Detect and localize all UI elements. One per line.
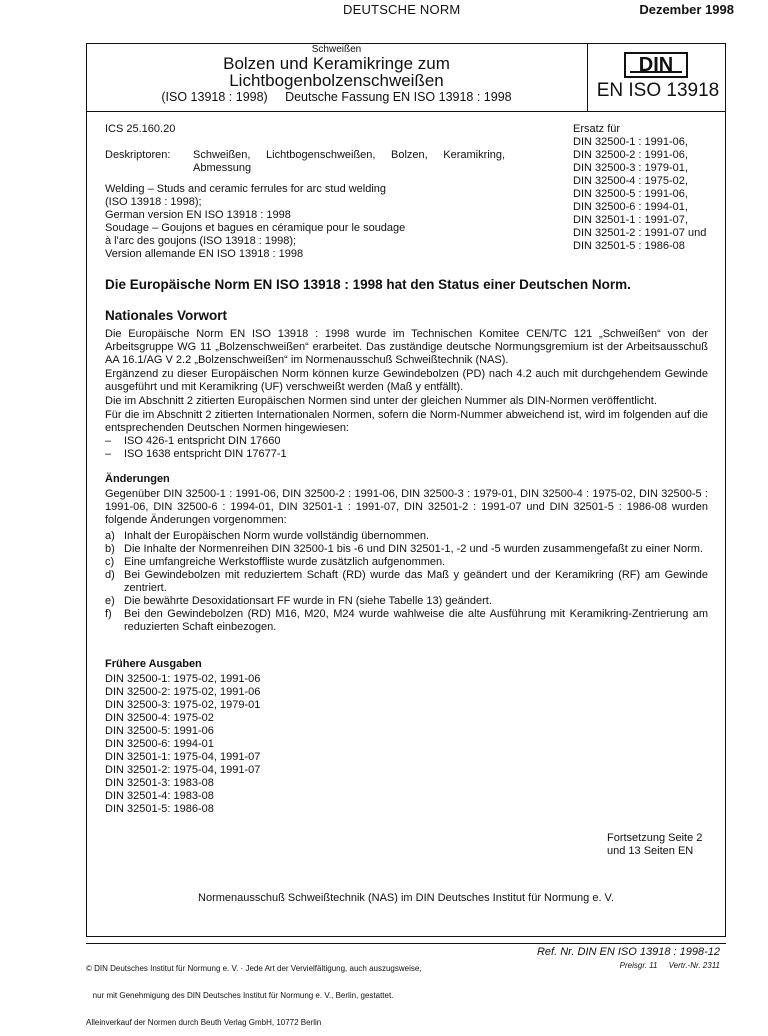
deskriptoren-line-2: Abmessung bbox=[193, 162, 252, 174]
list-item: DIN 32501-5: 1986-08 bbox=[105, 803, 214, 815]
aenderungen-list bbox=[105, 530, 708, 634]
title-iso-line: (ISO 13918 : 1998) Deutsche Fassung EN ISO 13918 : 1998 bbox=[161, 90, 512, 104]
ersatz-item: DIN 32500-4 : 1975-02, bbox=[573, 175, 688, 187]
list-item-text: Bei den Gewindebolzen (RD) M16, M20, M24 wurde wahlweise die alte Ausführung mit Keramikring-Zentrierung am reduzierten Schaft einbezogen. bbox=[124, 608, 708, 633]
copyright-line: © DIN Deutsches Institut für Normung e. V. · Jede Art der Vervielfältigung, auch auszugsweise, bbox=[86, 964, 422, 973]
ersatz-item: DIN 32500-3 : 1979-01, bbox=[573, 162, 688, 174]
list-item-text: Inhalt der Europäischen Norm wurde vollständig übernommen. bbox=[124, 530, 430, 542]
title-line-1: Bolzen und Keramikringe zum bbox=[223, 54, 450, 73]
list-item bbox=[105, 608, 708, 634]
ersatz-item: DIN 32501-1 : 1991-07, bbox=[573, 214, 688, 226]
list-item-text: ISO 426-1 entspricht DIN 17660 bbox=[124, 435, 281, 447]
vorwort-paragraph-4: Für die im Abschnitt 2 zitierten Internationalen Normen, sofern die Norm-Nummer abweichend ist, wird im folgenden auf die entsprechenden Deutschen Normen hingewiesen: bbox=[105, 409, 708, 434]
title-block bbox=[86, 44, 587, 105]
list-item: DIN 32500-4: 1975-02 bbox=[105, 712, 214, 724]
list-marker: d) bbox=[105, 569, 115, 581]
translation-line: Soudage – Goujons et bagues en céramique pour le soudage bbox=[105, 222, 406, 234]
copyright-line: Alleinverkauf der Normen durch Beuth Verlag GmbH, 10772 Berlin bbox=[86, 1018, 322, 1027]
list-item-text: Eine umfangreiche Werkstoffliste wurde zusätzlich aufgenommen. bbox=[124, 556, 446, 568]
copyright-notice bbox=[86, 946, 422, 1036]
price-group: Preisgr. 11 Vertr.-Nr. 2311 bbox=[619, 961, 720, 970]
list-marker: c) bbox=[105, 556, 115, 568]
vorwort-paragraph-4-block bbox=[105, 409, 708, 461]
header-vertical-divider bbox=[587, 43, 588, 111]
committee-line: Normenausschuß Schweißtechnik (NAS) im DIN Deutsches Institut für Normung e. V. bbox=[198, 892, 614, 904]
ersatz-block bbox=[573, 123, 718, 253]
list-item: DIN 32500-5: 1991-06 bbox=[105, 725, 214, 737]
list-item-text: Die bewährte Desoxidationsart FF wurde in FN (siehe Tabelle 13) geändert. bbox=[124, 595, 492, 607]
list-item: DIN 32500-6: 1994-01 bbox=[105, 738, 214, 750]
status-statement: Die Europäische Norm EN ISO 13918 : 1998 hat den Status einer Deutschen Norm. bbox=[105, 277, 631, 292]
translation-line: à l'arc des goujons (ISO 13918 : 1998); bbox=[105, 235, 297, 247]
ersatz-item: DIN 32500-1 : 1991-06, bbox=[573, 136, 688, 148]
list-item: DIN 32501-3: 1983-08 bbox=[105, 777, 214, 789]
title-category: Schweißen bbox=[311, 44, 362, 55]
ersatz-item: DIN 32500-5 : 1991-06, bbox=[573, 188, 688, 200]
list-marker: e) bbox=[105, 595, 115, 607]
translation-line: German version EN ISO 13918 : 1998 bbox=[105, 209, 291, 221]
footer-divider bbox=[86, 943, 726, 944]
list-item: DIN 32501-2: 1975-04, 1991-07 bbox=[105, 764, 261, 776]
list-item bbox=[105, 530, 708, 543]
continuation-line-2: und 13 Seiten EN bbox=[607, 845, 694, 857]
vorwort-paragraph-1: Die Europäische Norm EN ISO 13918 : 1998 wurde im Technischen Komitee CEN/TC 121 „Schweißen“ von der Arbeitsgruppe WG 11 „Bolzenschweißen“ erarbeitet. Das zuständige deutsche Normungsgremium ist der Arbeitsausschuß AA 16.1/AG V 2.2 „Bolzenschweißen“ im Normenausschuß Schweißtechnik (NAS). bbox=[105, 328, 708, 366]
aenderungen-intro: Gegenüber DIN 32500-1 : 1991-06, DIN 32500-2 : 1991-06, DIN 32500-3 : 1979-01, DIN 32500-4 : 1975-02, DIN 32500-5 : 1991-06, DIN 32500-6 : 1994-01, DIN 32501-1 : 1991-07, DIN 32501-2 : 1991-07 und DIN 32501-5 : 1986-08 wurden folgende Änderungen vorgenommen: bbox=[105, 488, 708, 526]
translation-line: Version allemande EN ISO 13918 : 1998 bbox=[105, 248, 304, 260]
ersatz-item: DIN 32500-6 : 1994-01, bbox=[573, 201, 688, 213]
list-item bbox=[105, 543, 708, 556]
title-translations bbox=[105, 183, 545, 261]
title-line-2: Lichtbogenbolzenschweißen bbox=[229, 71, 444, 90]
header-divider bbox=[86, 111, 726, 112]
list-item: DIN 32500-1: 1975-02, 1991-06 bbox=[105, 673, 261, 685]
din-logo: DIN bbox=[624, 52, 688, 78]
list-item bbox=[105, 556, 708, 569]
list-item: DIN 32501-4: 1983-08 bbox=[105, 790, 214, 802]
list-item-text: Bei Gewindebolzen mit reduziertem Schaft (RD) wurde das Maß y geändert und der Keramikring (RF) am Gewinde zentriert. bbox=[124, 569, 708, 594]
issue-date: Dezember 1998 bbox=[639, 2, 734, 17]
deskriptoren-label: Deskriptoren: bbox=[105, 149, 171, 161]
norm-type: DEUTSCHE NORM bbox=[343, 2, 461, 17]
ersatz-item: DIN 32501-2 : 1991-07 und bbox=[573, 227, 707, 239]
reference-number: Ref. Nr. DIN EN ISO 13918 : 1998-12 bbox=[536, 946, 720, 958]
vorwort-paragraph-2: Ergänzend zu dieser Europäischen Norm können kurze Gewindebolzen (PD) nach 4.2 auch mit durchgehendem Gewinde ausgeführt und mit Keramikring (UF) verschweißt werden (Maß y entfällt). bbox=[105, 368, 708, 393]
ersatz-item: DIN 32500-2 : 1991-06, bbox=[573, 149, 688, 161]
list-item: – ISO 1638 entspricht DIN 17677-1 bbox=[105, 448, 287, 460]
list-item: – ISO 426-1 entspricht DIN 17660 bbox=[105, 435, 281, 447]
list-marker: f) bbox=[105, 608, 112, 620]
list-marker: a) bbox=[105, 530, 115, 542]
deskriptoren-line-1: Schweißen, Lichtbogenschweißen, Bolzen, Keramikring, bbox=[193, 149, 505, 161]
list-marker: b) bbox=[105, 543, 115, 555]
list-item: DIN 32500-3: 1975-02, 1979-01 bbox=[105, 699, 261, 711]
list-item-text: Die Inhalte der Normenreihen DIN 32500-1 bis -6 und DIN 32501-1, -2 und -5 wurden zusammengefaßt zu einer Norm. bbox=[124, 543, 704, 555]
aenderungen-heading: Änderungen bbox=[105, 473, 170, 485]
copyright-line: nur mit Genehmigung des DIN Deutsches Institut für Normung e. V., Berlin, gestattet. bbox=[86, 991, 394, 1000]
translation-line: Welding – Studs and ceramic ferrules for arc stud welding bbox=[105, 183, 387, 195]
ersatz-label: Ersatz für bbox=[573, 123, 621, 135]
vorwort-paragraph-3: Die im Abschnitt 2 zitierten Europäischen Normen sind unter der gleichen Nummer als DIN-Normen veröffentlicht. bbox=[105, 395, 657, 407]
fruehere-ausgaben-list bbox=[105, 673, 260, 816]
list-item: DIN 32500-2: 1975-02, 1991-06 bbox=[105, 686, 261, 698]
list-item: DIN 32501-1: 1975-04, 1991-07 bbox=[105, 751, 261, 763]
continuation-line-1: Fortsetzung Seite 2 bbox=[607, 832, 703, 844]
list-item bbox=[105, 569, 708, 595]
continuation-note bbox=[607, 832, 702, 858]
list-item-text: ISO 1638 entspricht DIN 17677-1 bbox=[124, 448, 287, 460]
ersatz-item: DIN 32501-5 : 1986-08 bbox=[573, 240, 685, 252]
fruehere-ausgaben-heading: Frühere Ausgaben bbox=[105, 658, 202, 670]
standard-number: EN ISO 13918 bbox=[596, 80, 720, 101]
list-item bbox=[105, 595, 708, 608]
vorwort-heading: Nationales Vorwort bbox=[105, 308, 228, 323]
translation-line: (ISO 13918 : 1998); bbox=[105, 196, 202, 208]
ics-code: ICS 25.160.20 bbox=[105, 123, 176, 135]
